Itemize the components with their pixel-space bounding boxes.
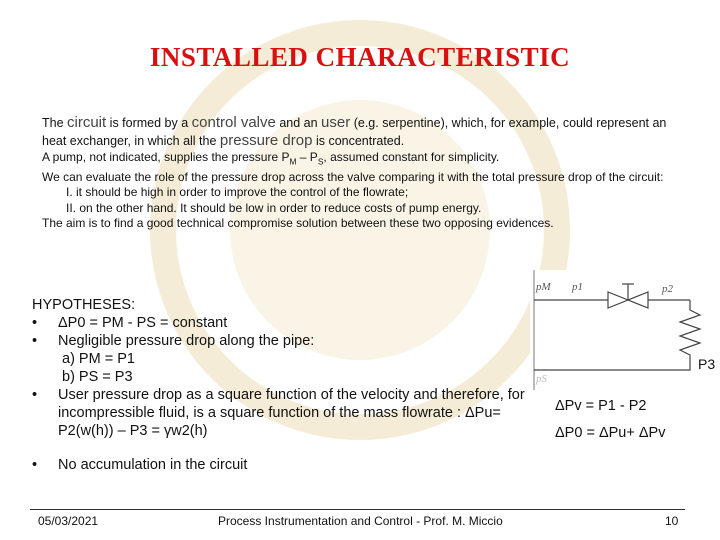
hypotheses-list: [32, 296, 532, 474]
label-ps: pS: [536, 373, 547, 385]
hypothesis-2a: a) PM = P1: [62, 351, 135, 367]
intro-paragraph-1: The circuit is formed by a control valve and an user (e.g. serpentine), which, for example, could represent an heat exchanger, in which all the pressure drop is concentrated.: [42, 114, 667, 149]
footer-date: 05/03/2021: [38, 514, 99, 528]
footer-course: Process Instrumentation and Control - Prof. M. Miccio: [218, 514, 503, 528]
slide-title: INSTALLED CHARACTERISTIC: [149, 42, 571, 72]
circuit-diagram: [530, 270, 720, 390]
hypotheses-heading: HYPOTHESES:: [32, 297, 136, 313]
term-circuit: circuit: [67, 114, 107, 131]
hypothesis-2: • Negligible pressure drop along the pipe:: [32, 333, 315, 349]
label-p2: p2: [662, 283, 673, 295]
intro-paragraph-2: A pump, not indicated, supplies the pressure $P_M - P_S$, assumed constant for simplicity.: [42, 150, 500, 167]
hypothesis-4: • No accumulation in the circuit: [32, 457, 248, 473]
page-number: 10: [665, 514, 679, 528]
term-user: user: [321, 114, 351, 131]
intro-item-1: I. it should be high in order to improve the control of the flowrate;: [66, 185, 409, 200]
hypothesis-2b: b) PS = P3: [62, 369, 133, 385]
term-control-valve: control valve: [191, 114, 276, 131]
equation-total-drop: ΔP0 = ΔPu+ ΔPv: [555, 425, 666, 441]
hypothesis-3: • User pressure drop as a square function of the velocity and therefore, for incompressible fluid, is a square function of the mass flowrate : ΔPu= P2(w(h)) – P3 = γw2(h): [32, 387, 525, 439]
label-p3: P3: [698, 356, 716, 372]
label-p1: p1: [572, 281, 583, 293]
label-pm: pM: [536, 281, 551, 293]
intro-paragraph-4: The aim is to find a good technical compromise solution between these two opposing evidences.: [42, 216, 554, 231]
intro-text: [42, 114, 692, 232]
term-pressure-drop: pressure drop: [219, 132, 313, 149]
equation-valve-drop: ΔPv = P1 - P2: [555, 398, 647, 414]
hypothesis-1: • ΔP0 = PM - PS = constant: [32, 315, 228, 331]
footer-divider: [30, 509, 685, 510]
intro-paragraph-3: We can evaluate the role of the pressure drop across the valve comparing it with the total pressure drop of the circuit:: [42, 169, 664, 184]
intro-item-2: II. on the other hand. It should be low in order to reduce costs of pump energy.: [66, 200, 482, 215]
